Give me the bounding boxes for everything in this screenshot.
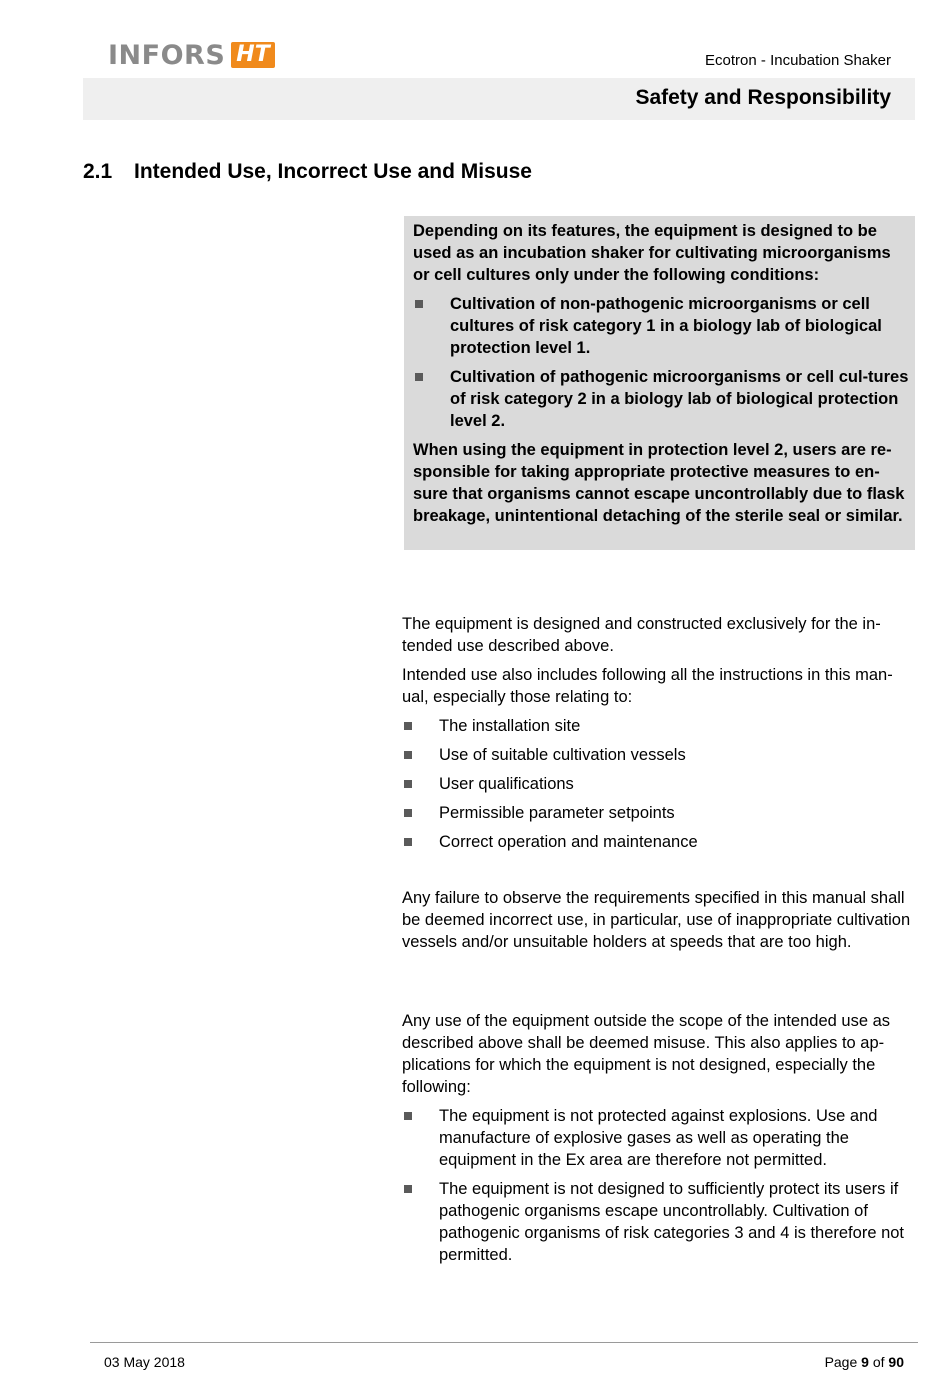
incorrect-use-section (402, 887, 914, 960)
page-prefix: Page (824, 1354, 858, 1370)
list-item (402, 773, 914, 795)
bullet-square-icon (415, 373, 423, 381)
heading-text: Intended Use, Incorrect Use and Misuse (134, 160, 532, 183)
list-item (402, 831, 914, 853)
infors-ht-logo (108, 40, 275, 70)
section-title: Safety and Responsibility (635, 86, 891, 109)
page-of: of (872, 1354, 885, 1370)
list-item-text: The installation site (439, 717, 581, 735)
intended-paragraph-2: Intended use also includes following all the instructions in this man-ual, especially those relating to: (402, 666, 893, 706)
incorrect-use-paragraph: Any failure to observe the requirements specified in this manual shall be deemed incorrect use, in particular, use of inappropriate cultivation vessels and/or unsuitable holders at speeds that are too high. (402, 889, 911, 951)
intended-use-notice-box (404, 216, 915, 550)
list-item-text: Correct operation and maintenance (439, 833, 698, 851)
list-item (402, 744, 914, 766)
misuse-paragraph: Any use of the equipment outside the scope of the intended use as described above shall be deemed misuse. This also applies to ap-plications for which the equipment is not designed, especially the following: (402, 1012, 891, 1096)
page-total: 90 (888, 1354, 904, 1370)
list-item (402, 802, 914, 824)
misuse-list (402, 1105, 914, 1266)
list-item-text: The equipment is not protected against explosions. Use and manufacture of explosive gases as well as operating the equipment in the Ex area are therefore not permitted. (439, 1107, 878, 1169)
list-item-text: Permissible parameter setpoints (439, 804, 675, 822)
list-item-text: User qualifications (439, 775, 574, 793)
bullet-square-icon (404, 780, 412, 788)
heading-number: 2.1 (83, 160, 113, 183)
list-item (402, 715, 914, 737)
bullet-square-icon (404, 838, 412, 846)
notice-outro: When using the equipment in protection level 2, users are re-sponsible for taking appropriate protective measures to en-sure that organisms cannot escape uncontrollably due to flask breakage, unintentional detaching of the sterile seal or similar. (413, 441, 905, 525)
list-item-text: The equipment is not designed to sufficiently protect its users if pathogenic organisms escape uncontrollably. Cultivation of pathogenic organisms of risk categories 3 and 4 is therefore not permitted. (439, 1180, 905, 1264)
footer-divider (90, 1342, 918, 1343)
list-item-text: Cultivation of pathogenic microorganisms or cell cul-tures of risk category 2 in a biology lab of biological protection level 2. (450, 368, 909, 430)
list-item (413, 293, 911, 359)
intended-use-section (402, 613, 914, 860)
list-item (402, 1105, 914, 1171)
instructions-list (402, 715, 914, 853)
notice-intro: Depending on its features, the equipment is designed to be used as an incubation shaker for cultivating microorganisms or cell cultures only under the following conditions: (413, 222, 891, 284)
notice-conditions-list (413, 293, 911, 432)
list-item (413, 366, 911, 432)
page-heading (83, 160, 532, 184)
bullet-square-icon (404, 751, 412, 759)
list-item (402, 1178, 914, 1266)
misuse-section (402, 1010, 914, 1273)
section-header-band (83, 78, 915, 120)
list-item-text: Cultivation of non-pathogenic microorganisms or cell cultures of risk category 1 in a biology lab of biological protection level 1. (450, 295, 882, 357)
bullet-square-icon (415, 300, 423, 308)
list-item-text: Use of suitable cultivation vessels (439, 746, 686, 764)
logo-ht-mark: HT (231, 42, 274, 68)
intended-paragraph-1: The equipment is designed and constructed exclusively for the in-tended use described above. (402, 615, 881, 655)
bullet-square-icon (404, 1112, 412, 1120)
document-title: Ecotron - Incubation Shaker (705, 52, 891, 69)
bullet-square-icon (404, 722, 412, 730)
page-current: 9 (861, 1354, 869, 1370)
footer-date: 03 May 2018 (104, 1354, 185, 1370)
logo-wordmark: INFORS (108, 39, 226, 71)
footer-page-number (825, 1354, 904, 1370)
bullet-square-icon (404, 1185, 412, 1193)
bullet-square-icon (404, 809, 412, 817)
